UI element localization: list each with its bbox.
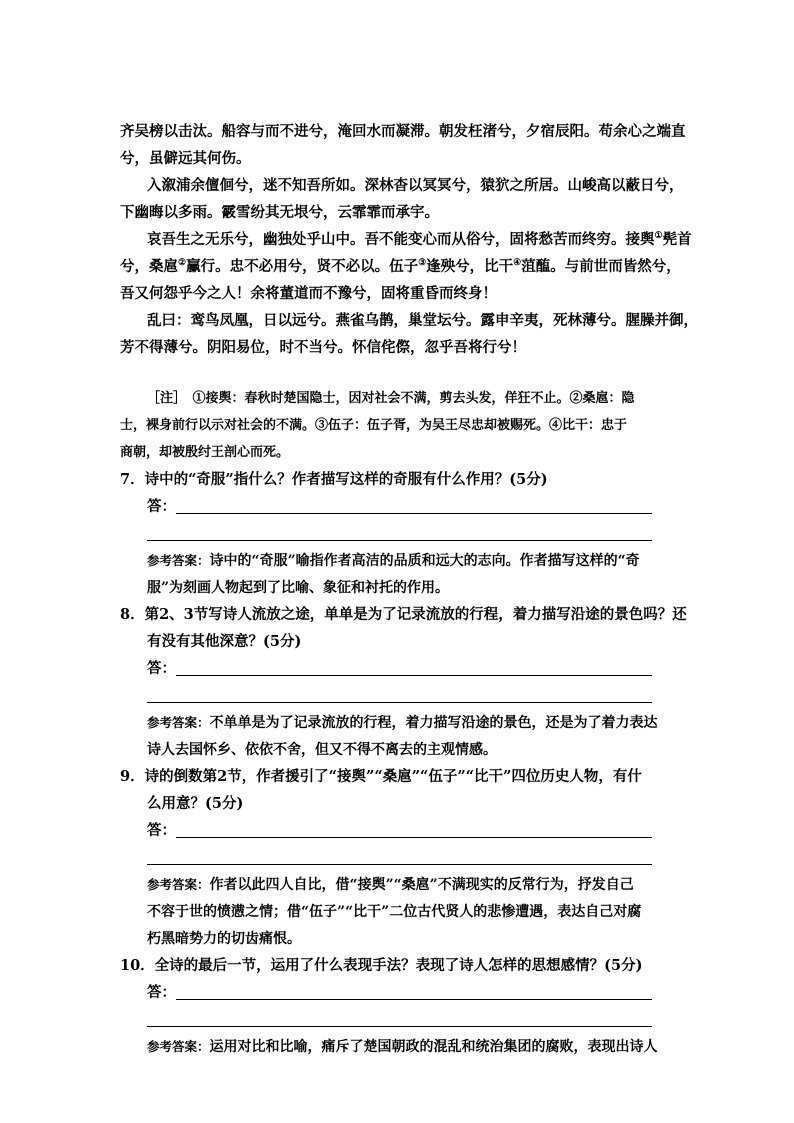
poem-line	[120, 257, 680, 277]
poem-text: 菹醢。与前世而皆然兮，	[521, 258, 681, 275]
poem-line: 乱曰：鸾鸟凤凰，日以远兮。燕雀乌鹊，巢堂坛兮。露申辛夷，死林薄兮。腥臊并御，	[147, 312, 698, 329]
answer-line[interactable]	[176, 675, 652, 676]
question-9-cont: 么用意？(5分)	[147, 795, 244, 812]
question-9: 9．诗的倒数第2节，作者援引了“接舆”“桑扈”“伍子”“比干”四位历史人物，有什	[120, 768, 642, 785]
poem-line: 齐吴榜以击汰。船容与而不进兮，淹回水而凝滞。朝发枉渚兮，夕宿辰阳。苟余心之端直	[120, 123, 686, 140]
poem-text: 髡首	[662, 231, 692, 248]
poem-line: 芳不得薄兮。阴阳易位，时不当兮。怀信侘傺，忽乎吾将行兮！	[120, 339, 526, 356]
reference-answer-line: 服”为刻画人物起到了比喻、象征和衬托的作用。	[147, 580, 450, 596]
question-10: 10．全诗的最后一节，运用了什么表现手法？表现了诗人怎样的思想感情？(5分)	[120, 957, 643, 974]
question-8-cont: 有没有其他深意？(5分)	[147, 633, 302, 650]
poem-text: 兮，桑扈	[120, 258, 178, 275]
poem-line: 下幽晦以多雨。霰雪纷其无垠兮，云霏霏而承宇。	[120, 204, 439, 221]
footnote-marker: ②	[178, 258, 187, 268]
reference-answer-tag: 参考答案：	[147, 553, 210, 568]
poem-line: 入溆浦余儃佪兮，迷不知吾所如。深林杳以冥冥兮，猿狖之所居。山峻高以蔽日兮，	[147, 177, 684, 194]
reference-answer-tag: 参考答案：	[147, 1039, 210, 1054]
answer-line[interactable]	[147, 540, 652, 541]
answer-label: 答：	[147, 660, 176, 677]
reference-answer: 参考答案：诗中的“奇服”喻指作者高洁的品质和远大的志向。作者描写这样的“奇	[147, 553, 640, 569]
reference-answer-line: 不容于世的愤懑之情；借“伍子”“比干”二位古代贤人的悲惨遭遇，表达自己对腐	[147, 904, 642, 920]
reference-answer: 参考答案：不单单是为了记录流放的行程，着力描写沿途的景色，还是为了着力表达	[147, 715, 658, 731]
reference-answer-line: 朽黑暗势力的切齿痛恨。	[147, 931, 301, 947]
question-8: 8．第2、3节写诗人流放之途，单单是为了记录流放的行程，着力描写沿途的景色吗？还	[120, 606, 687, 623]
poem-line: 兮，虽僻远其何伤。	[120, 150, 251, 167]
answer-line[interactable]	[176, 513, 652, 514]
footnote-marker: ③	[418, 258, 427, 268]
poem-text: 逢殃兮，比干	[426, 258, 514, 275]
reference-answer: 参考答案：运用对比和比喻，痛斥了楚国朝政的混乱和统治集团的腐败，表现出诗人	[147, 1039, 658, 1055]
poem-line	[147, 230, 692, 250]
poem-text: 臝行。忠不必用兮，贤不必以。伍子	[186, 258, 419, 275]
answer-line[interactable]	[147, 702, 652, 703]
answer-line[interactable]	[176, 837, 652, 838]
answer-line[interactable]	[147, 1026, 652, 1027]
question-7: 7．诗中的“奇服”指什么？作者描写这样的奇服有什么作用？(5分)	[120, 471, 548, 488]
answer-label: 答：	[147, 984, 176, 1001]
reference-answer-tag: 参考答案：	[147, 877, 210, 892]
reference-answer: 参考答案：作者以此四人自比，借“接舆”“桑扈”不满现实的反常行为，抒发自己	[147, 877, 634, 893]
reference-answer-tag: 参考答案：	[147, 715, 210, 730]
answer-label: 答：	[147, 498, 176, 515]
answer-line[interactable]	[176, 999, 652, 1000]
poem-text: 哀吾生之无乐兮，幽独处乎山中。吾不能变心而从俗兮，固将愁苦而终穷。接舆	[147, 231, 655, 248]
footnote-marker: ①	[654, 231, 663, 241]
answer-line[interactable]	[147, 864, 652, 865]
reference-answer-line: 诗人去国怀乡、依依不舍，但又不得不离去的主观情感。	[147, 742, 497, 758]
note-line: 商朝，却被殷纣王剖心而死。	[120, 445, 290, 460]
footnote-marker: ④	[513, 258, 522, 268]
note-line: ［注］ ①接舆：春秋时楚国隐士，因对社会不满，剪去头发，佯狂不止。②桑扈：隐	[147, 391, 635, 406]
note-line: 士，裸身前行以示对社会的不满。③伍子：伍子胥，为吴王尽忠却被赐死。④比干：忠于	[120, 418, 628, 433]
poem-line: 吾又何怨乎今之人！余将董道而不豫兮，固将重昏而终身！	[120, 285, 497, 302]
answer-label: 答：	[147, 822, 176, 839]
